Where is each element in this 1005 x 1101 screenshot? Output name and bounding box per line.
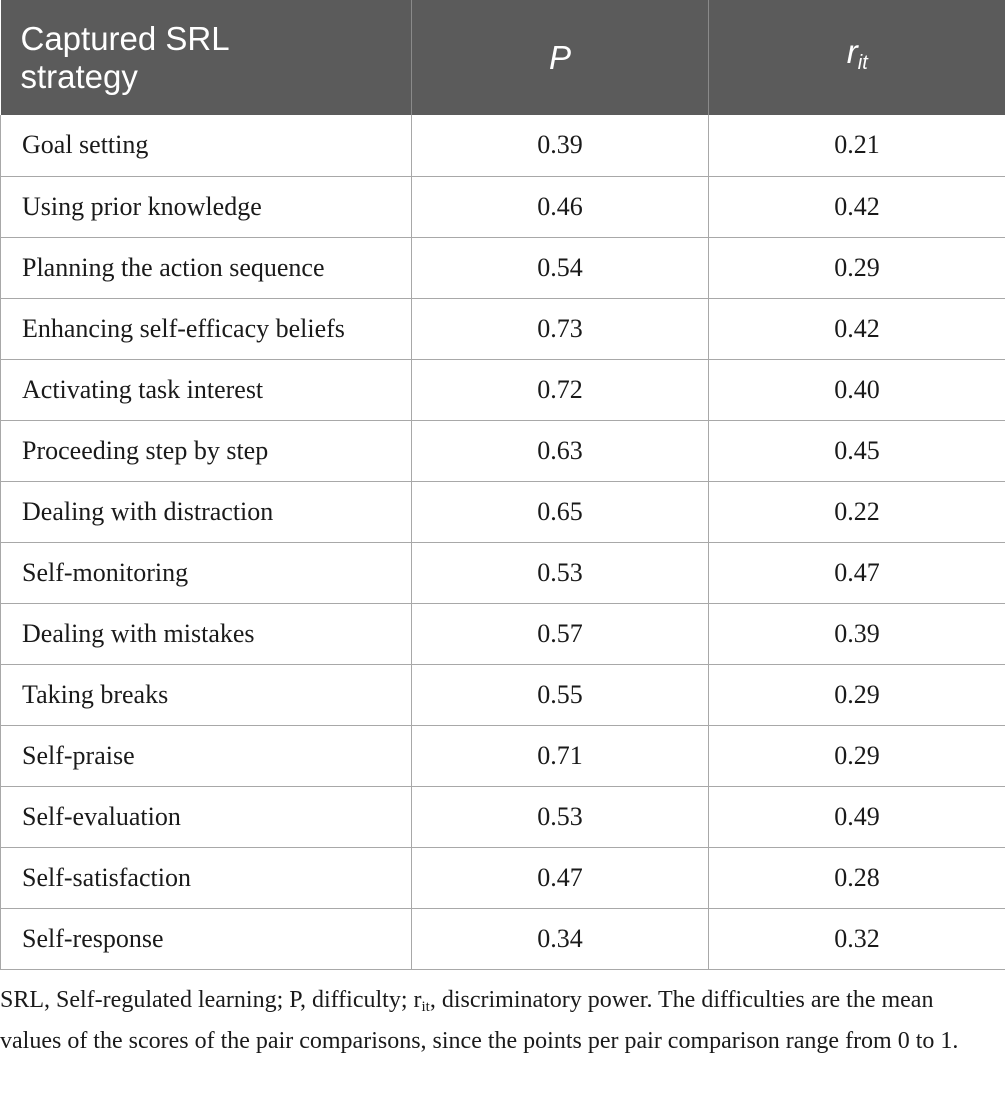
- table-row: [1, 603, 1005, 664]
- cell-rit: 0.45: [709, 420, 1005, 481]
- cell-rit: 0.47: [709, 542, 1005, 603]
- cell-rit: 0.39: [709, 603, 1005, 664]
- cell-strategy: Self-evaluation: [1, 786, 412, 847]
- cell-rit: 0.29: [709, 725, 1005, 786]
- cell-p: 0.73: [412, 298, 709, 359]
- cell-strategy: Using prior knowledge: [1, 176, 412, 237]
- cell-p: 0.57: [412, 603, 709, 664]
- cell-rit: 0.42: [709, 176, 1005, 237]
- table-row: [1, 786, 1005, 847]
- cell-p: 0.53: [412, 542, 709, 603]
- table-header: [1, 0, 1005, 115]
- cell-strategy: Activating task interest: [1, 359, 412, 420]
- cell-strategy: Goal setting: [1, 115, 412, 176]
- cell-p: 0.63: [412, 420, 709, 481]
- cell-strategy: Planning the action sequence: [1, 237, 412, 298]
- table-row: [1, 420, 1005, 481]
- header-rit-main: r: [846, 33, 858, 70]
- cell-p: 0.54: [412, 237, 709, 298]
- cell-p: 0.55: [412, 664, 709, 725]
- cell-strategy: Self-praise: [1, 725, 412, 786]
- cell-strategy: Self-response: [1, 908, 412, 969]
- header-strategy-line2: strategy: [20, 57, 138, 95]
- table-row: [1, 176, 1005, 237]
- footnote-part1: SRL, Self-regulated learning; P, difficulty; r: [0, 987, 422, 1013]
- cell-p: 0.39: [412, 115, 709, 176]
- cell-strategy: Self-monitoring: [1, 542, 412, 603]
- cell-strategy: Self-satisfaction: [1, 847, 412, 908]
- cell-rit: 0.42: [709, 298, 1005, 359]
- cell-p: 0.46: [412, 176, 709, 237]
- cell-rit: 0.40: [709, 359, 1005, 420]
- table-row: [1, 908, 1005, 969]
- cell-rit: 0.21: [709, 115, 1005, 176]
- footnote-sub: it: [421, 999, 430, 1015]
- cell-strategy: Proceeding step by step: [1, 420, 412, 481]
- table-row: [1, 115, 1005, 176]
- table-row: [1, 237, 1005, 298]
- cell-strategy: Taking breaks: [1, 664, 412, 725]
- cell-rit: 0.32: [709, 908, 1005, 969]
- table-row: [1, 359, 1005, 420]
- cell-rit: 0.29: [709, 237, 1005, 298]
- cell-rit: 0.28: [709, 847, 1005, 908]
- cell-p: 0.72: [412, 359, 709, 420]
- header-p: [412, 0, 709, 115]
- table-row: [1, 481, 1005, 542]
- cell-strategy: Dealing with mistakes: [1, 603, 412, 664]
- cell-rit: 0.29: [709, 664, 1005, 725]
- cell-p: 0.47: [412, 847, 709, 908]
- header-p-label: P: [548, 38, 571, 76]
- cell-strategy: Dealing with distraction: [1, 481, 412, 542]
- table-row: [1, 542, 1005, 603]
- cell-p: 0.65: [412, 481, 709, 542]
- cell-rit: 0.22: [709, 481, 1005, 542]
- cell-p: 0.53: [412, 786, 709, 847]
- header-strategy: [1, 0, 412, 115]
- table-row: [1, 725, 1005, 786]
- header-rit-sub: it: [857, 52, 868, 74]
- cell-rit: 0.49: [709, 786, 1005, 847]
- cell-p: 0.34: [412, 908, 709, 969]
- cell-p: 0.71: [412, 725, 709, 786]
- header-rit: [709, 0, 1005, 115]
- header-row: [1, 0, 1005, 115]
- table-row: [1, 664, 1005, 725]
- header-strategy-line1: Captured SRL: [20, 19, 230, 57]
- table-footnote: [0, 983, 990, 1058]
- footnote-part2: , discriminatory power. The difficulties are the mean values of the scores of the pair comparisons, since the points per pair comparison range from 0 to 1.: [0, 987, 959, 1054]
- table-body: [1, 115, 1005, 969]
- table-row: [1, 298, 1005, 359]
- cell-strategy: Enhancing self-efficacy beliefs: [1, 298, 412, 359]
- table-row: [1, 847, 1005, 908]
